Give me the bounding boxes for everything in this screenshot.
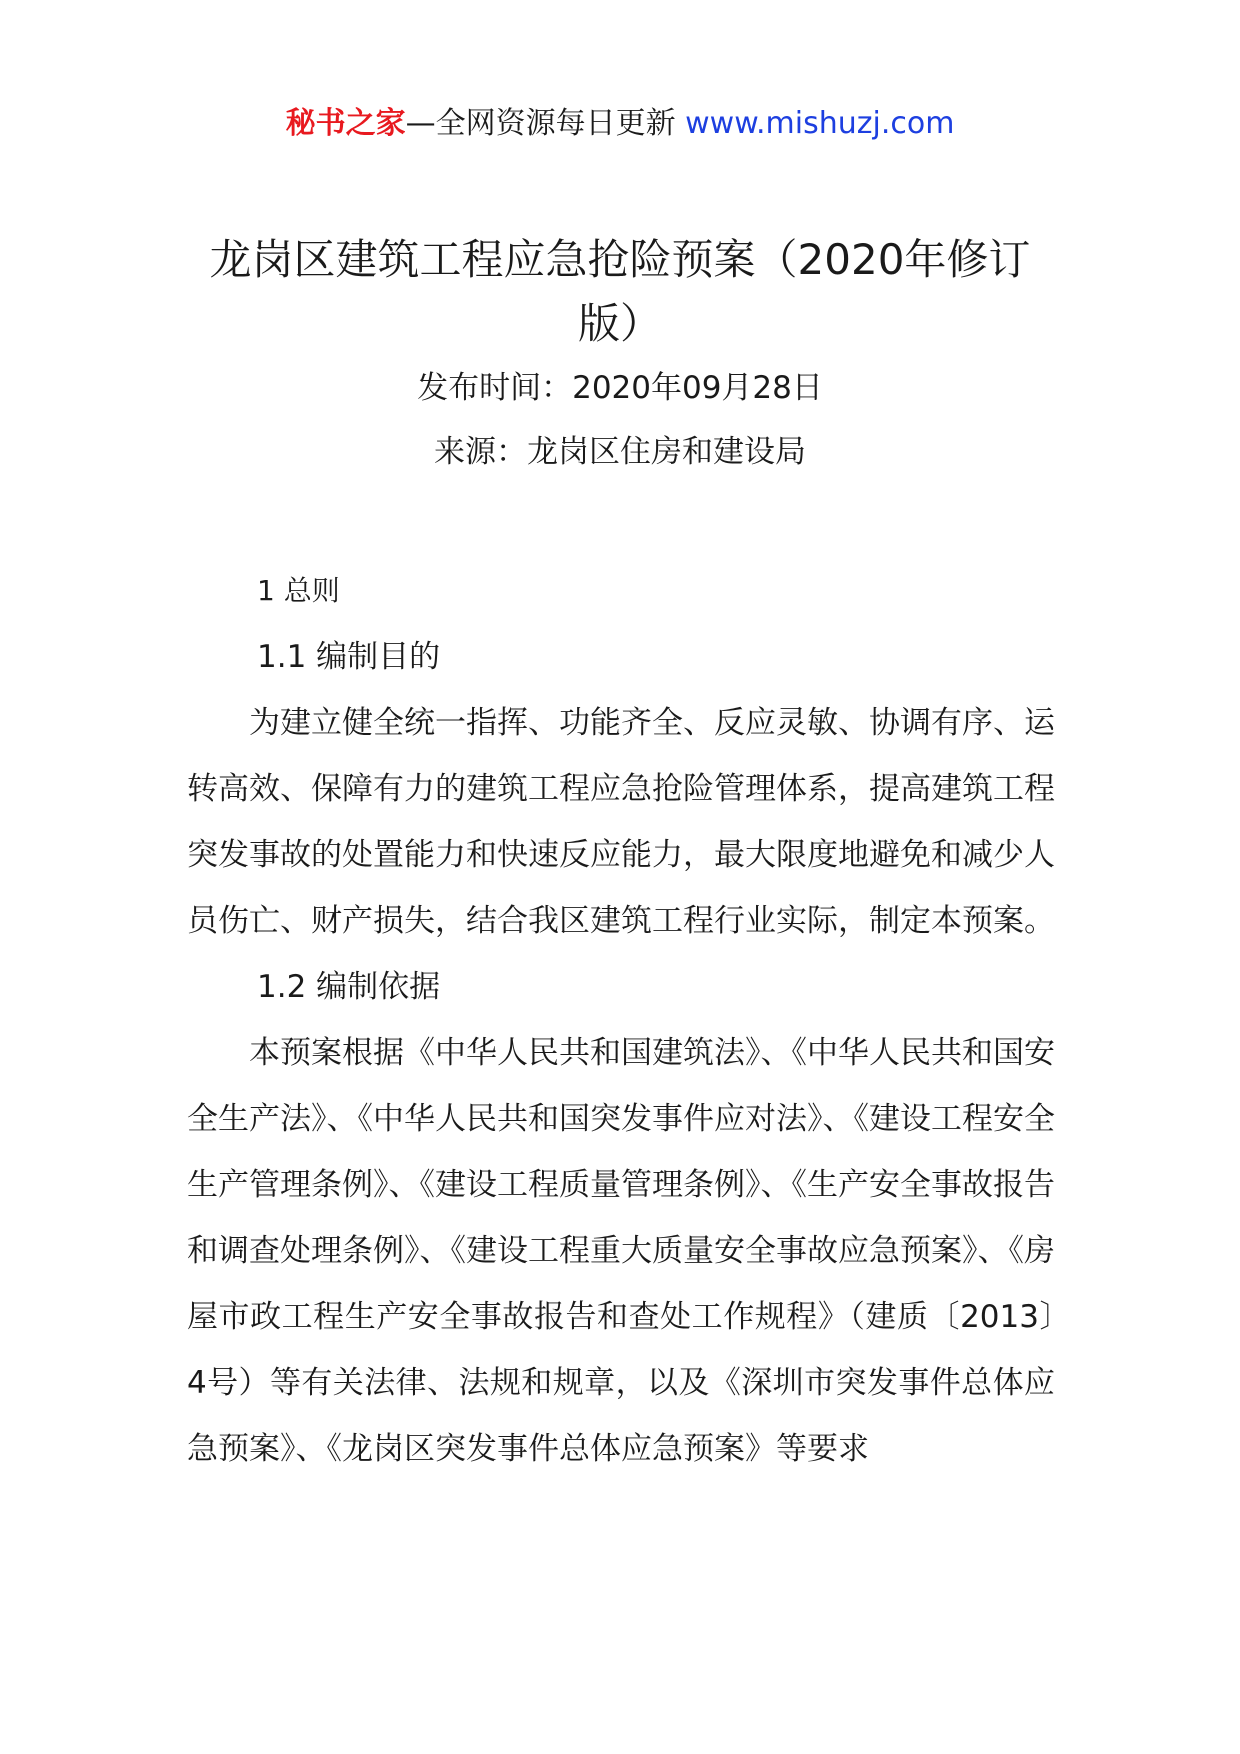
section-paragraph: 本预案根据《中华人民共和国建筑法》、《中华人民共和国安全生产法》、《中华人民共和国突发事件应对法》、《建设工程安全生产管理条例》、《建设工程质量管理条例》、《生产安全事故报告和调查处理条例》、《建设工程重大质量安全事故应急预案》、《房屋市政工程生产安全事故报告和查处工作规程》（建质〔2013〕4号）等有关法律、法规和规章，以及《深圳市突发事件总体应急预案》、《龙岗区突发事件总体应急预案》等要求 bbox=[187, 1035, 1055, 1467]
publish-date: 发布时间：2020年09月28日 bbox=[417, 370, 823, 406]
document-source: 来源：龙岗区住房和建设局 bbox=[434, 434, 806, 470]
document-title: 龙岗区建筑工程应急抢险预案（2020年修订版） bbox=[209, 235, 1031, 348]
site-banner bbox=[0, 100, 1240, 148]
site-tagline: —全网资源每日更新 bbox=[405, 106, 686, 141]
site-url-link[interactable]: www.mishuzj.com bbox=[685, 106, 955, 141]
site-name: 秘书之家 bbox=[285, 106, 406, 141]
section-heading: 1.1 编制目的 bbox=[257, 639, 441, 675]
section-heading: 1.2 编制依据 bbox=[257, 969, 441, 1005]
chapter-heading: 1 总则 bbox=[257, 574, 340, 607]
document-body bbox=[187, 558, 1055, 1482]
section-paragraph: 为建立健全统一指挥、功能齐全、反应灵敏、协调有序、运转高效、保障有力的建筑工程应急抢险管理体系，提高建筑工程突发事故的处置能力和快速反应能力，最大限度地避免和减少人员伤亡、财产损失，结合我区建筑工程行业实际，制定本预案。 bbox=[187, 705, 1055, 939]
